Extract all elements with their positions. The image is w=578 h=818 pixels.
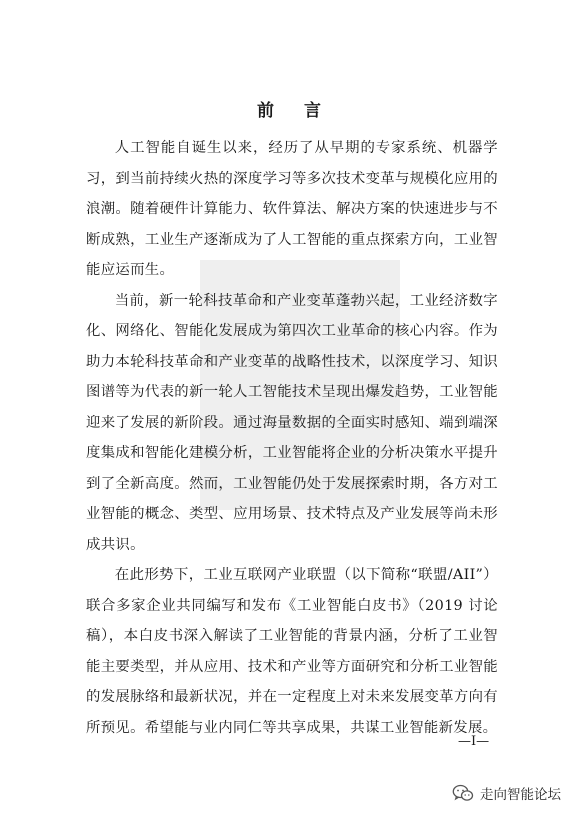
paragraph-2: 当前，新一轮科技革命和产业变革蓬勃兴起，工业经济数字化、网络化、智能化发展成为第四次工业革命的核心内容。作为助力本轮科技革命和产业变革的战略性技术，以深度学习、知识图谱等为代表的新一轮人工智能技术呈现出爆发趋势，工业智能迎来了发展的新阶段。通过海量数据的全面实时感知、端到端深度集成和智能化建模分析，工业智能将企业的分析决策水平提升到了全新高度。然而，工业智能仍处于发展探索时期，各方对工业智能的概念、类型、应用场景、技术特点及产业发展等尚未形成共识。 [86,292,498,553]
page-number: —I— [458,734,490,749]
paragraph-3: 在此形势下，工业互联网产业联盟（以下简称“联盟/AII”）联合多家企业共同编写和发布《工业智能白皮书》（2019 讨论稿），本白皮书深入解读了工业智能的背景内涵，分析了工业智能主要类型，并从应用、技术和产业等方面研究和分析工业智能的发展脉络和最新状况，并在一定程度上对未来发展变革方向有所预见。希望能与业内同仁等共享成果，共谋工业智能新发展。 [86,567,498,736]
footer-brand-label: 走向智能论坛 [480,787,561,803]
page-title: 前 言 [257,101,333,121]
footer-brand [452,781,561,805]
preface-body [86,133,498,743]
wechat-icon [452,784,474,802]
paragraph-1: 人工智能自诞生以来，经历了从早期的专家系统、机器学习，到当前持续火热的深度学习等多次技术变革与规模化应用的浪潮。随着硬件计算能力、软件算法、解决方案的快速进步与不断成熟，工业生产逐渐成为了人工智能的重点探索方向，工业智能应运而生。 [86,140,498,278]
